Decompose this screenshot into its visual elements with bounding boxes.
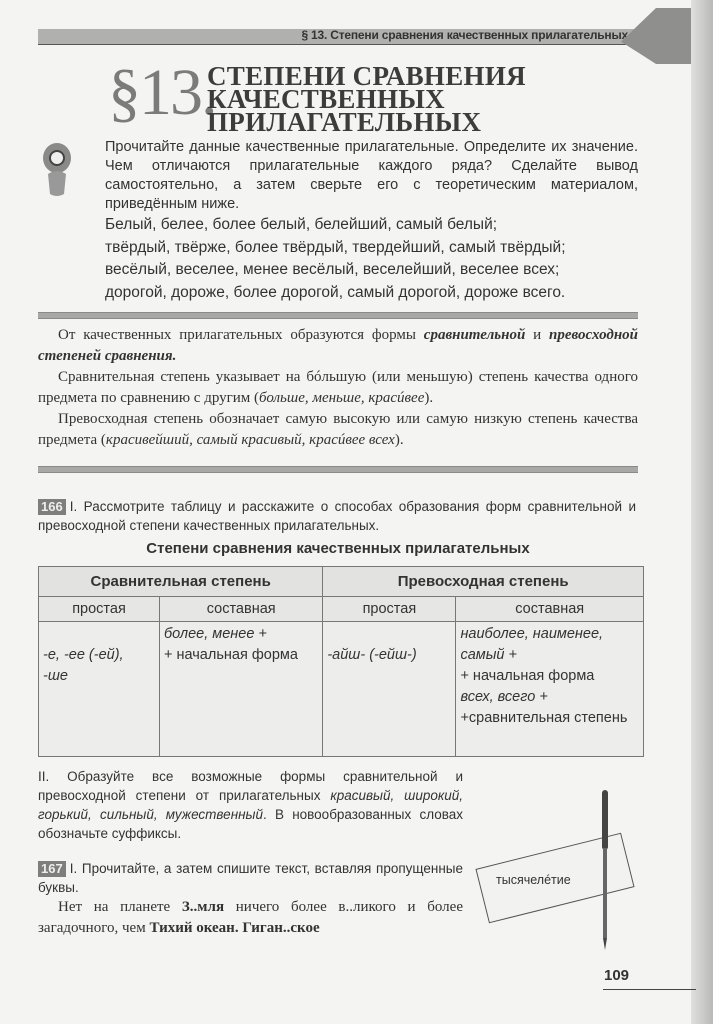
- theory-term: сравнительной: [423, 327, 526, 343]
- cell-text: -айш- (-ейш-): [327, 647, 417, 663]
- exercise-number-badge: 167: [38, 861, 66, 877]
- section-title-line: ПРИЛАГАТЕЛЬНЫХ: [207, 107, 482, 137]
- text-part: ничего более в..ликого и более загадочного, чем: [38, 899, 463, 936]
- divider-top: [38, 312, 638, 319]
- exercise-167-task: [38, 859, 463, 897]
- word-row: весёлый, веселее, менее весёлый, веселейший, веселее всех;: [105, 261, 560, 278]
- theory-paragraph: [38, 367, 638, 409]
- theory-examples: красивейший, самый красивый, красúвее всех: [105, 432, 395, 448]
- task-words: красивый, широкий, горький, сильный, мужественный: [38, 788, 463, 822]
- exercise-task-text: I. Прочитайте, а затем спишите текст, вставляя пропущенные буквы.: [38, 861, 463, 895]
- word-rows: [105, 214, 645, 304]
- cell-text: наиболее, наименее, самый +: [460, 626, 604, 663]
- theory-paragraph: [38, 409, 638, 451]
- exercise-166-task-ii: [38, 767, 463, 843]
- word-row: Белый, белее, более белый, белейший, самый белый;: [105, 216, 498, 233]
- subheader: составная: [456, 597, 644, 622]
- theory-text: Превосходная степень обозначает самую высокую или самую низкую степень качества предмета (: [38, 411, 638, 448]
- theory-text: От качественных прилагательных образуются формы: [58, 327, 424, 343]
- exercise-166-task: [38, 497, 636, 535]
- section-number: §13.: [108, 56, 216, 129]
- exercise-paragraph: [38, 897, 463, 939]
- cell-text: всех, всего +: [460, 689, 548, 705]
- cell-text: +сравнительная степень: [460, 710, 628, 726]
- table-cell: [160, 622, 323, 757]
- subheader: составная: [160, 597, 323, 622]
- section-title-line: СТЕПЕНИ СРАВНЕНИЯ: [207, 61, 526, 91]
- page-number-rule: [603, 989, 696, 990]
- text-part-bold: Тихий океан. Гиган..ское: [149, 920, 320, 936]
- table-subheader-row: [39, 597, 644, 622]
- degrees-table: [38, 566, 644, 757]
- task-text: . В новообразованных словах обозначьте суффиксы.: [38, 807, 464, 841]
- cell-text: + начальная форма: [164, 647, 298, 663]
- theory-text: Сравнительная степень указывает на бóльшую (или меньшую) степень качества одного предмета по сравнению с другим (: [38, 369, 638, 406]
- theory-examples: больше, меньше, красúвее: [259, 390, 425, 406]
- theory-term: превосходной степеней сравнения.: [38, 327, 639, 364]
- page-number: 109: [604, 967, 630, 984]
- cell-text: более, менее +: [164, 626, 267, 642]
- section-title: [207, 61, 526, 137]
- subheader: простая: [39, 597, 160, 622]
- theory-text: ).: [394, 432, 404, 448]
- table-header-row: [39, 567, 644, 597]
- running-title: § 13. Степени сравнения качественных прилагательных: [301, 28, 628, 42]
- pen-icon: [600, 790, 610, 950]
- theory-text: и: [525, 327, 549, 343]
- table-row: [39, 622, 644, 757]
- exercise-167-text: [38, 897, 463, 939]
- header-arrow-icon: [621, 8, 691, 64]
- column-group-comparative: Сравнительная степень: [39, 567, 323, 597]
- exercise-task-text: I. Рассмотрите таблицу и расскажите о способах образования форм сравнительной и превосходной степени качественных прилагательных.: [38, 499, 636, 533]
- table-cell: [323, 622, 456, 757]
- word-row: твёрдый, твёрже, более твёрдый, твердейший, самый твёрдый;: [105, 238, 566, 256]
- table-caption: Степени сравнения качественных прилагательных: [146, 540, 530, 557]
- page-edge: [691, 0, 713, 1024]
- cell-text: -е, -ее (-ей),: [43, 647, 124, 663]
- cell-text: -ше: [43, 668, 68, 684]
- theory-text: ).: [424, 390, 434, 406]
- cell-text: + начальная форма: [460, 668, 595, 684]
- word-row: дорогой, дороже, более дорогой, самый дорогой, дороже всего.: [105, 283, 566, 301]
- owl-icon: [40, 140, 74, 198]
- task-text: II. Образуйте все возможные формы сравнительной и превосходной степени от прилагательных: [38, 769, 463, 803]
- column-group-superlative: Превосходная степень: [323, 567, 644, 597]
- exercise-number-badge: 166: [38, 499, 66, 515]
- theory-block: [38, 325, 638, 451]
- theory-paragraph: [38, 325, 638, 367]
- section-title-line: КАЧЕСТВЕННЫХ: [207, 84, 445, 114]
- intro-instructions: Прочитайте данные качественные прилагательные. Определите их значение. Чем отличаются прилагательные каждого ряда? Сделайте вывод самостоятельно, а затем сверьте его с теоретическим материалом, приведённым ниже.: [105, 139, 638, 212]
- table-cell: [39, 622, 160, 757]
- text-part-bold: З..мля: [181, 899, 225, 915]
- note-word: тысячелéтие: [496, 873, 571, 887]
- divider-bottom: [38, 466, 638, 473]
- table-cell: [456, 622, 644, 757]
- text-part: Нет на планете: [58, 899, 182, 915]
- subheader: простая: [323, 597, 456, 622]
